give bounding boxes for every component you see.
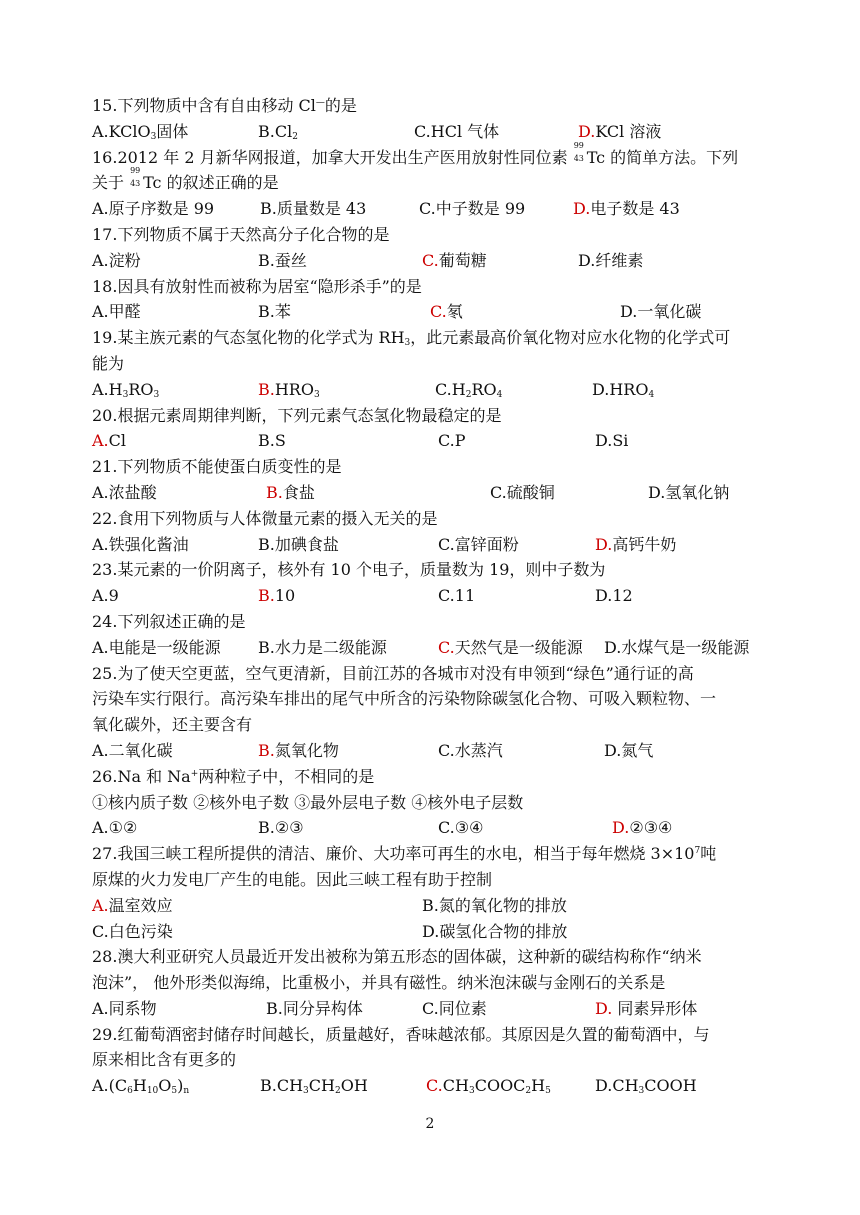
question-22-stem: 22.食用下列物质与人体微量元素的摄入无关的是 (92, 508, 438, 528)
option-b[interactable]: B.S (258, 431, 286, 451)
question-22-options (92, 532, 782, 558)
option-c[interactable]: C.白色污染 (92, 921, 173, 941)
option-d[interactable]: D.一氧化碳 (620, 302, 702, 322)
question-29-options (92, 1073, 782, 1099)
question-21-stem: 21.下列物质不能使蛋白质变性的是 (92, 457, 342, 477)
option-a[interactable]: A.浓盐酸 (92, 482, 157, 502)
option-d[interactable]: D.电子数是 43 (573, 199, 680, 219)
question-19-stem: 19.某主族元素的气态氢化物的化学式为 $RH_3$，此元素最高价氧化物对应水化物的化学式可 (92, 328, 731, 349)
question-29-stem-2: 原来相比含有更多的 (92, 1050, 237, 1070)
isotope-notation: 99 43 (130, 166, 141, 189)
option-b[interactable]: B.水力是二级能源 (258, 637, 387, 657)
option-b[interactable]: B.氮的氧化物的排放 (422, 895, 567, 915)
option-d[interactable]: D.12 (595, 586, 633, 606)
option-b[interactable]: B.苯 (258, 302, 291, 322)
question-28-stem-2: 泡沫”， 他外形类似海绵，比重极小，并具有磁性。纳米泡沫碳与金刚石的关系是 (92, 973, 666, 993)
option-d[interactable]: D.碳氢化合物的排放 (422, 921, 568, 941)
question-28-stem: 28.澳大利亚研究人员最近开发出被称为第五形态的固体碳，这种新的碳结构称作“纳米 (92, 947, 702, 967)
option-c[interactable]: C.水蒸汽 (438, 740, 503, 760)
page-number: 2 (425, 1116, 435, 1132)
option-b[interactable]: $B.CH_3CH_2OH$ (260, 1076, 368, 1097)
option-d[interactable]: D.水煤气是一级能源 (604, 637, 750, 657)
isotope-notation: 99 43 (573, 140, 584, 163)
question-25-stem-3: 氧化碳外，还主要含有 (92, 715, 253, 735)
option-a[interactable]: A.原子序数是 99 (92, 199, 215, 219)
question-16-stem: 16.2012 年 2 月新华网报道，加拿大开发出生产医用放射性同位素 99 43 Tc 的简单方法。下列 (92, 140, 739, 167)
option-c[interactable]: C.同位素 (422, 998, 487, 1018)
exam-page-content (92, 93, 782, 1099)
option-c[interactable]: C.氡 (430, 302, 463, 322)
option-b[interactable]: $B.Cl_2$ (258, 121, 298, 142)
option-c[interactable]: C.11 (438, 586, 476, 606)
option-b[interactable]: B.10 (258, 586, 296, 606)
question-19-stem-2: 能为 (92, 353, 125, 373)
question-26-stem: 26.Na 和 Na+两种粒子中，不相同的是 (92, 766, 375, 786)
option-b[interactable]: B.加碘食盐 (258, 534, 339, 554)
option-d[interactable]: D.纤维素 (578, 250, 644, 270)
option-c[interactable]: C.葡萄糖 (422, 250, 487, 270)
option-c[interactable]: C.硫酸铜 (490, 482, 555, 502)
option-b[interactable]: B.同分异构体 (266, 998, 363, 1018)
option-d[interactable]: D.氮气 (604, 740, 654, 760)
option-d[interactable]: D.②③④ (612, 818, 673, 838)
option-d[interactable]: D.Si (595, 431, 629, 451)
option-d[interactable]: $D.CH_3COOH$ (595, 1076, 697, 1097)
option-a[interactable]: A.温室效应 (92, 895, 173, 915)
option-b[interactable]: B.质量数是 43 (260, 199, 367, 219)
option-d[interactable]: D.氢氧化钠 (648, 482, 730, 502)
option-a[interactable]: A.淀粉 (92, 250, 141, 270)
option-a[interactable]: A.①② (92, 818, 138, 838)
question-21-options (92, 480, 782, 506)
option-c[interactable]: $C.H_2RO_4$ (435, 379, 503, 400)
question-23-stem: 23.某元素的一价阴离子，核外有 10 个电子，质量数为 19，则中子数为 (92, 560, 606, 580)
option-b[interactable]: B.蚕丝 (258, 250, 307, 270)
question-15-options (92, 119, 782, 145)
question-25-options (92, 738, 782, 764)
question-17-stem: 17.下列物质不属于天然高分子化合物的是 (92, 224, 390, 244)
question-27-options-row1 (92, 893, 782, 919)
question-24-options (92, 635, 782, 661)
question-20-options (92, 428, 782, 454)
option-c[interactable]: C.③④ (438, 818, 484, 838)
option-d[interactable]: D.KCl 溶液 (578, 121, 662, 141)
option-a[interactable]: A.二氧化碳 (92, 740, 173, 760)
option-d[interactable]: $D.HRO_4$ (592, 379, 655, 400)
question-25-stem-2: 污染车实行限行。高污染车排出的尾气中所含的污染物除碳氢化合物、可吸入颗粒物、一 (92, 689, 717, 709)
question-19-options (92, 377, 782, 403)
question-25-stem: 25.为了使天空更蓝，空气更清新，目前江苏的各城市对没有申领到“绿色”通行证的高 (92, 663, 694, 683)
question-24-stem: 24.下列叙述正确的是 (92, 611, 246, 631)
option-b[interactable]: $B.HRO_3$ (258, 379, 320, 400)
option-c[interactable]: C.HCl 气体 (414, 121, 500, 141)
option-c[interactable]: C.P (438, 431, 466, 451)
question-20-stem: 20.根据元素周期律判断，下列元素气态氢化物最稳定的是 (92, 405, 502, 425)
question-27-options-row2 (92, 919, 782, 945)
option-c[interactable]: C.天然气是一级能源 (438, 637, 583, 657)
question-16-stem-2: 关于 99 43 Tc 的叙述正确的是 (92, 166, 279, 193)
option-b[interactable]: B.食盐 (266, 482, 315, 502)
question-26-options (92, 815, 782, 841)
option-c[interactable]: C.中子数是 99 (419, 199, 526, 219)
option-a[interactable]: A.甲醛 (92, 302, 141, 322)
option-c[interactable]: $C.CH_3COOC_2H_5$ (426, 1076, 551, 1097)
option-d[interactable]: D.高钙牛奶 (595, 534, 677, 554)
option-a[interactable]: A.铁强化酱油 (92, 534, 189, 554)
question-15-stem: 15.下列物质中含有自由移动 Cl—的是 (92, 96, 357, 115)
question-26-sub-items: ①核内质子数 ②核外电子数 ③最外层电子数 ④核外电子层数 (92, 792, 524, 812)
option-d[interactable]: D. 同素异形体 (595, 998, 698, 1018)
option-a[interactable]: A.同系物 (92, 998, 157, 1018)
option-c[interactable]: C.富锌面粉 (438, 534, 519, 554)
option-a[interactable]: A.9 (92, 586, 119, 606)
option-b[interactable]: B.氮氧化物 (258, 740, 339, 760)
question-18-stem: 18.因具有放射性而被称为居室“隐形杀手”的是 (92, 276, 422, 296)
option-b[interactable]: B.②③ (258, 818, 304, 838)
question-27-stem: 27.我国三峡工程所提供的清洁、廉价、大功率可再生的水电，相当于每年燃烧 $3\times 10^7$吨 (92, 844, 717, 864)
question-29-stem: 29.红葡萄酒密封储存时间越长，质量越好，香味越浓郁。其原因是久置的葡萄酒中，与 (92, 1024, 710, 1044)
question-27-stem-2: 原煤的火力发电厂产生的电能。因此三峡工程有助于控制 (92, 869, 493, 889)
question-16-options (92, 196, 782, 222)
question-28-options (92, 996, 782, 1022)
option-a[interactable]: $A.(C_6H_{10}O_5)_n$ (92, 1076, 190, 1097)
option-a[interactable]: A.KClO$_3$固体 (92, 121, 189, 142)
question-17-options (92, 248, 782, 274)
option-a[interactable]: $A.H_3RO_3$ (92, 379, 160, 400)
question-18-options (92, 299, 782, 325)
question-23-options (92, 583, 782, 609)
option-a[interactable]: A.电能是一级能源 (92, 637, 221, 657)
option-a[interactable]: A.Cl (92, 431, 126, 451)
